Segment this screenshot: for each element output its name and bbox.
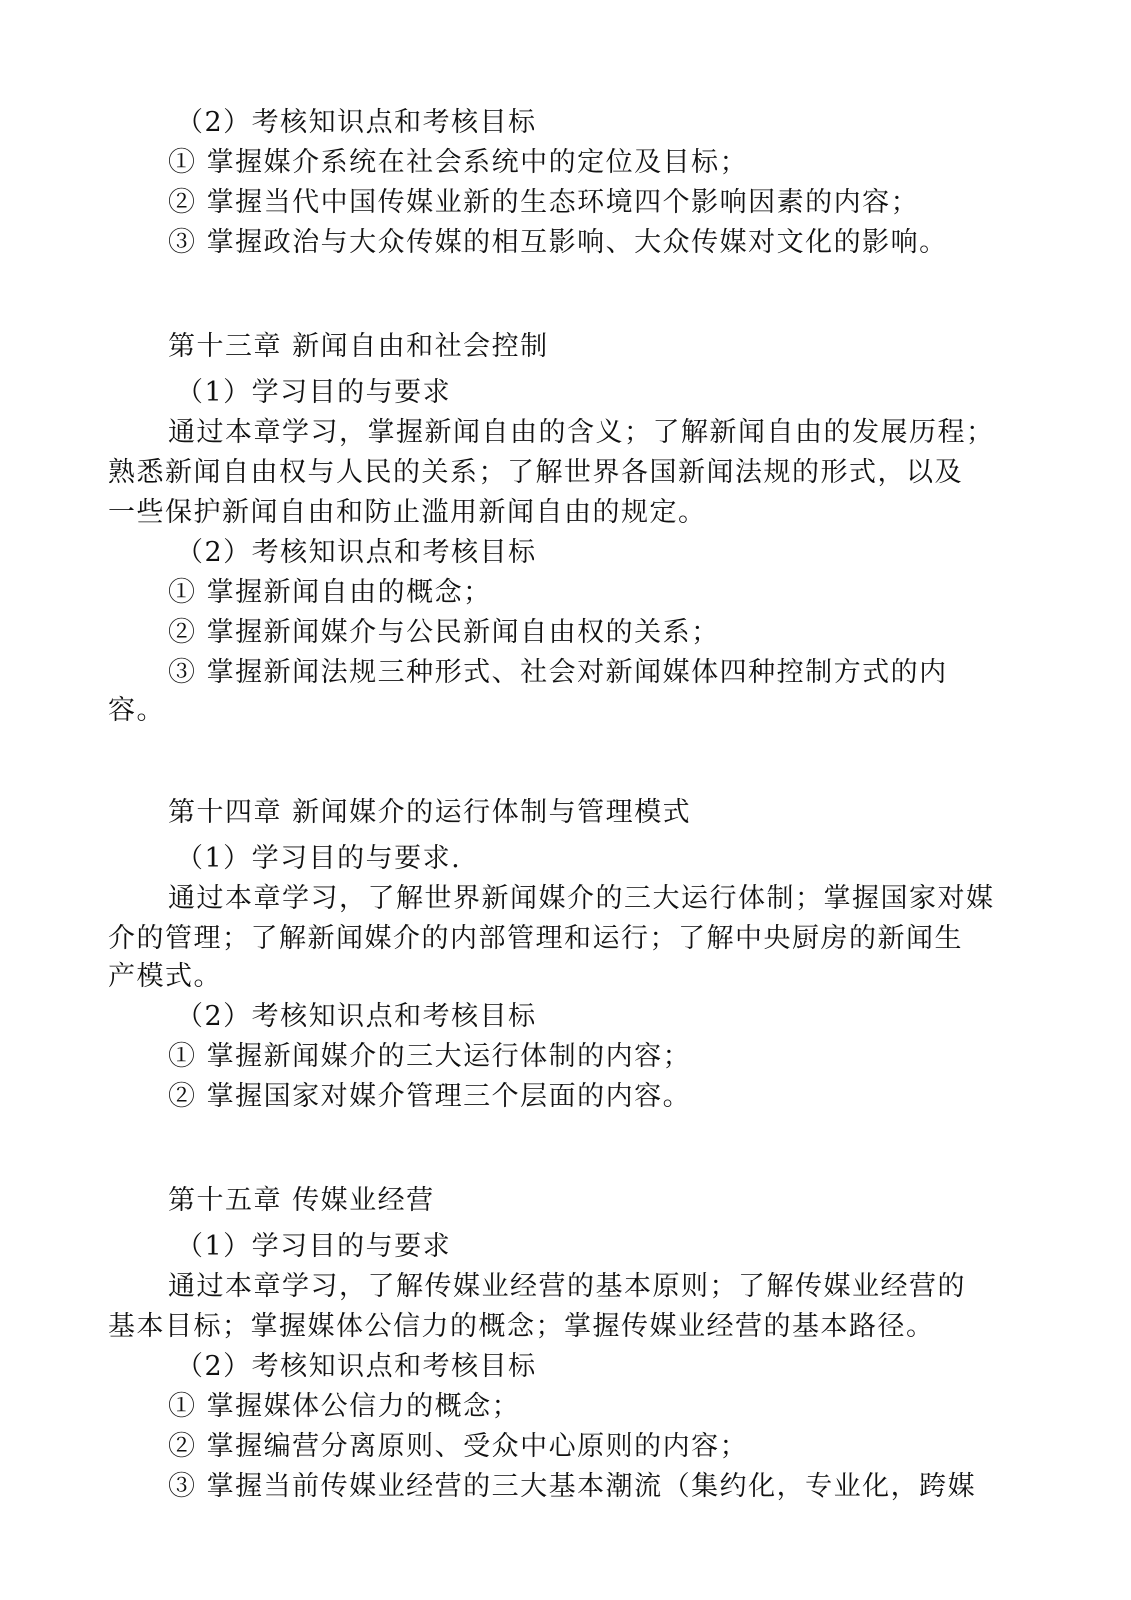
section-13-heading-2: （2）考核知识点和考核目标 <box>176 537 537 568</box>
section-13-item-3: ③ 掌握新闻法规三种形式、社会对新闻媒体四种控制方式的内 <box>168 657 948 688</box>
section-13-item-1: ① 掌握新闻自由的概念； <box>168 577 492 608</box>
section-14-para-line-1: 通过本章学习，了解世界新闻媒介的三大运行体制；掌握国家对媒 <box>168 883 995 914</box>
section-13-para-line-3: 一些保护新闻自由和防止滥用新闻自由的规定。 <box>108 497 707 528</box>
section-13-para-line-1: 通过本章学习，掌握新闻自由的含义；了解新闻自由的发展历程； <box>168 417 995 448</box>
chapter-13-title: 第十三章 新闻自由和社会控制 <box>168 331 549 362</box>
section-12-item-3: ③ 掌握政治与大众传媒的相互影响、大众传媒对文化的影响。 <box>168 227 948 258</box>
chapter-15-title: 第十五章 传媒业经营 <box>168 1185 435 1216</box>
chapter-14-title: 第十四章 新闻媒介的运行体制与管理模式 <box>168 797 692 828</box>
section-15-para-line-1: 通过本章学习，了解传媒业经营的基本原则；了解传媒业经营的 <box>168 1271 966 1302</box>
section-15-para-line-2: 基本目标；掌握媒体公信力的概念；掌握传媒业经营的基本路径。 <box>108 1311 935 1342</box>
section-13-heading-1: （1）学习目的与要求 <box>176 377 452 408</box>
section-15-item-1: ① 掌握媒体公信力的概念； <box>168 1391 521 1422</box>
section-15-item-2: ② 掌握编营分离原则、受众中心原则的内容； <box>168 1431 749 1462</box>
section-13-para-line-2: 熟悉新闻自由权与人民的关系；了解世界各国新闻法规的形式，以及 <box>108 457 963 488</box>
section-15-item-3: ③ 掌握当前传媒业经营的三大基本潮流（集约化，专业化，跨媒 <box>168 1471 977 1502</box>
section-12-item-2: ② 掌握当代中国传媒业新的生态环境四个影响因素的内容； <box>168 187 920 218</box>
section-14-heading-2: （2）考核知识点和考核目标 <box>176 1001 537 1032</box>
section-13-item-3-cont: 容。 <box>108 695 165 726</box>
section-14-para-line-2: 介的管理；了解新闻媒介的内部管理和运行；了解中央厨房的新闻生 <box>108 923 963 954</box>
section-12-heading-2: （2）考核知识点和考核目标 <box>176 107 537 138</box>
section-14-para-line-3: 产模式。 <box>108 961 222 992</box>
section-14-item-1: ① 掌握新闻媒介的三大运行体制的内容； <box>168 1041 692 1072</box>
section-14-heading-1: （1）学习目的与要求. <box>176 843 462 874</box>
section-15-heading-1: （1）学习目的与要求 <box>176 1231 452 1262</box>
section-12-item-1: ① 掌握媒介系统在社会系统中的定位及目标； <box>168 147 749 178</box>
section-13-item-2: ② 掌握新闻媒介与公民新闻自由权的关系； <box>168 617 720 648</box>
section-15-heading-2: （2）考核知识点和考核目标 <box>176 1351 537 1382</box>
section-14-item-2: ② 掌握国家对媒介管理三个层面的内容。 <box>168 1081 692 1112</box>
